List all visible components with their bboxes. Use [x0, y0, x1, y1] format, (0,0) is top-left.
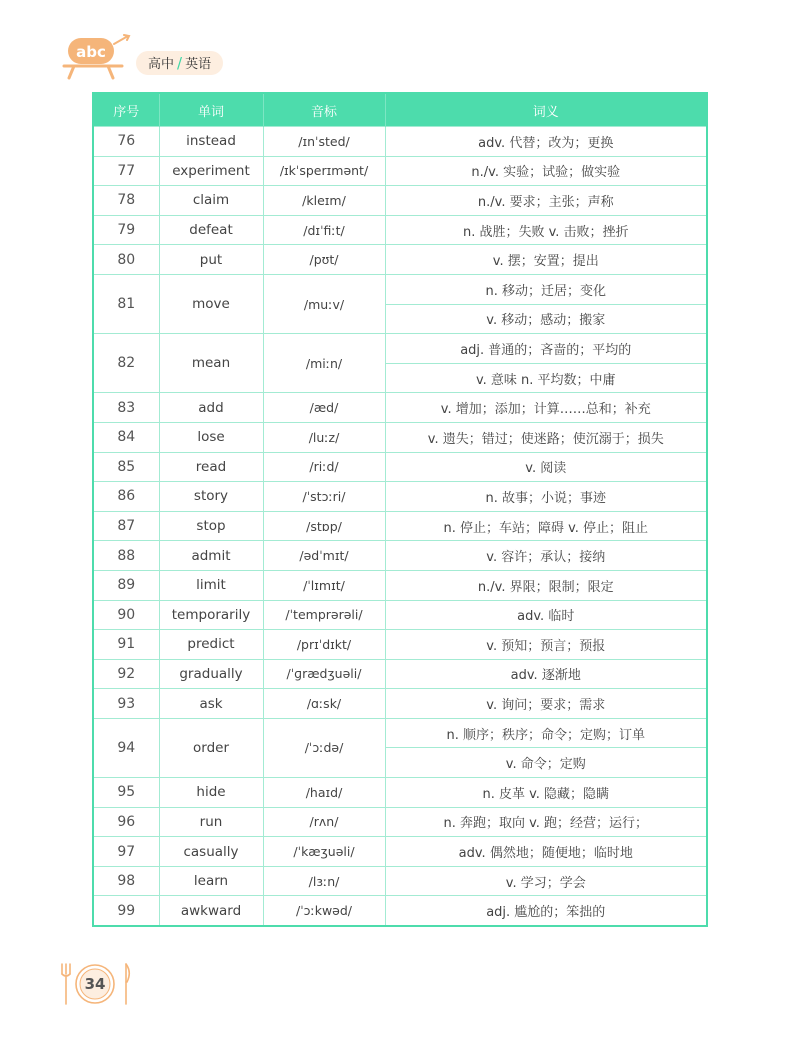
entry-number: 91	[93, 630, 159, 660]
logo-text: abc	[76, 43, 106, 61]
entry-phonetic: /rʌn/	[263, 807, 385, 837]
entry-word: predict	[159, 630, 263, 660]
entry-word: temporarily	[159, 600, 263, 630]
entry-number: 93	[93, 689, 159, 719]
tag-separator: /	[177, 54, 183, 72]
page-number: 34	[84, 975, 106, 993]
table-row	[93, 718, 707, 748]
entry-word: admit	[159, 541, 263, 571]
entry-meaning: v. 增加；添加；计算……总和；补充	[385, 393, 707, 423]
entry-number: 78	[93, 186, 159, 216]
entry-meaning: n. 皮革 v. 隐藏；隐瞒	[385, 778, 707, 808]
entry-word: move	[159, 274, 263, 333]
entry-phonetic: /ˈɔːdə/	[263, 718, 385, 777]
entry-meaning: n. 战胜；失败 v. 击败；挫折	[385, 215, 707, 245]
entry-number: 89	[93, 570, 159, 600]
entry-phonetic: /ˈlɪmɪt/	[263, 570, 385, 600]
entry-word: read	[159, 452, 263, 482]
entry-phonetic: /luːz/	[263, 422, 385, 452]
entry-phonetic: /lɜːn/	[263, 866, 385, 896]
table-row	[93, 511, 707, 541]
entry-meaning: adv. 临时	[385, 600, 707, 630]
header-phonetic: 音标	[263, 93, 385, 127]
entry-word: experiment	[159, 156, 263, 186]
entry-meaning: n. 顺序；秩序；命令；定购；订单	[385, 718, 707, 748]
entry-word: limit	[159, 570, 263, 600]
table-row	[93, 482, 707, 512]
entry-phonetic: /ɪkˈsperɪmənt/	[263, 156, 385, 186]
entry-meaning: n. 奔跑；取向 v. 跑；经营；运行；	[385, 807, 707, 837]
entry-meaning: adv. 逐渐地	[385, 659, 707, 689]
category-tag	[136, 51, 223, 75]
entry-phonetic: /kleɪm/	[263, 186, 385, 216]
entry-number: 94	[93, 718, 159, 777]
entry-number: 82	[93, 334, 159, 393]
entry-number: 87	[93, 511, 159, 541]
table-row	[93, 215, 707, 245]
entry-phonetic: /miːn/	[263, 334, 385, 393]
entry-number: 84	[93, 422, 159, 452]
entry-meaning: v. 学习；学会	[385, 866, 707, 896]
table-row	[93, 156, 707, 186]
entry-phonetic: /pʊt/	[263, 245, 385, 275]
entry-phonetic: /ˈɔːkwəd/	[263, 896, 385, 926]
entry-word: mean	[159, 334, 263, 393]
entry-number: 96	[93, 807, 159, 837]
entry-number: 86	[93, 482, 159, 512]
entry-phonetic: /ɪnˈsted/	[263, 127, 385, 157]
entry-meaning: v. 摆；安置；提出	[385, 245, 707, 275]
entry-phonetic: /ˈɡrædʒuəli/	[263, 659, 385, 689]
entry-word: casually	[159, 837, 263, 867]
entry-word: claim	[159, 186, 263, 216]
entry-meaning: v. 意味 n. 平均数；中庸	[385, 363, 707, 393]
entry-number: 80	[93, 245, 159, 275]
entry-word: ask	[159, 689, 263, 719]
entry-meaning: n. 移动；迁居；变化	[385, 274, 707, 304]
entry-phonetic: /ˈkæʒuəli/	[263, 837, 385, 867]
table-row	[93, 630, 707, 660]
table-row	[93, 778, 707, 808]
header-meaning: 词义	[385, 93, 707, 127]
entry-word: lose	[159, 422, 263, 452]
entry-word: hide	[159, 778, 263, 808]
table-row	[93, 452, 707, 482]
table-row	[93, 334, 707, 364]
entry-word: put	[159, 245, 263, 275]
entry-meaning: n. 停止；车站；障碍 v. 停止；阻止	[385, 511, 707, 541]
entry-number: 92	[93, 659, 159, 689]
table-row	[93, 689, 707, 719]
abc-logo	[60, 34, 134, 80]
table-body	[93, 127, 707, 927]
entry-phonetic: /ˈstɔːri/	[263, 482, 385, 512]
entry-phonetic: /riːd/	[263, 452, 385, 482]
entry-word: stop	[159, 511, 263, 541]
table-row	[93, 570, 707, 600]
entry-number: 97	[93, 837, 159, 867]
entry-meaning: adj. 普通的；吝啬的；平均的	[385, 334, 707, 364]
entry-meaning: v. 预知；预言；预报	[385, 630, 707, 660]
header-word: 单词	[159, 93, 263, 127]
entry-phonetic: /ɑːsk/	[263, 689, 385, 719]
entry-meaning: v. 命令；定购	[385, 748, 707, 778]
entry-word: add	[159, 393, 263, 423]
entry-word: order	[159, 718, 263, 777]
entry-word: defeat	[159, 215, 263, 245]
entry-number: 79	[93, 215, 159, 245]
entry-phonetic: /æd/	[263, 393, 385, 423]
entry-meaning: v. 询问；要求；需求	[385, 689, 707, 719]
entry-phonetic: /muːv/	[263, 274, 385, 333]
entry-meaning: v. 移动；感动；搬家	[385, 304, 707, 334]
entry-meaning: v. 遗失；错过；使迷路；使沉溺于；损失	[385, 422, 707, 452]
entry-meaning: n./v. 实验；试验；做实验	[385, 156, 707, 186]
entry-number: 98	[93, 866, 159, 896]
entry-meaning: v. 容许；承认；接纳	[385, 541, 707, 571]
table-row	[93, 186, 707, 216]
entry-meaning: adv. 偶然地；随便地；临时地	[385, 837, 707, 867]
entry-number: 76	[93, 127, 159, 157]
entry-word: run	[159, 807, 263, 837]
entry-meaning: adj. 尴尬的；笨拙的	[385, 896, 707, 926]
table-row	[93, 127, 707, 157]
entry-meaning: n./v. 要求；主张；声称	[385, 186, 707, 216]
vocabulary-table	[92, 92, 708, 927]
table-header-row	[93, 93, 707, 127]
table-row	[93, 866, 707, 896]
entry-phonetic: /haɪd/	[263, 778, 385, 808]
table-row	[93, 274, 707, 304]
entry-number: 88	[93, 541, 159, 571]
header-index: 序号	[93, 93, 159, 127]
level-label: 高中	[148, 57, 175, 72]
entry-number: 99	[93, 896, 159, 926]
entry-word: learn	[159, 866, 263, 896]
subject-label: 英语	[185, 57, 212, 72]
table-row	[93, 422, 707, 452]
table-row	[93, 600, 707, 630]
entry-word: gradually	[159, 659, 263, 689]
table-row	[93, 659, 707, 689]
entry-word: awkward	[159, 896, 263, 926]
entry-meaning: n./v. 界限；限制；限定	[385, 570, 707, 600]
entry-meaning: v. 阅读	[385, 452, 707, 482]
table-row	[93, 837, 707, 867]
entry-phonetic: /ədˈmɪt/	[263, 541, 385, 571]
fork-icon	[62, 964, 70, 1004]
entry-word: instead	[159, 127, 263, 157]
entry-phonetic: /dɪˈfiːt/	[263, 215, 385, 245]
table-row	[93, 393, 707, 423]
knife-icon	[126, 964, 129, 1004]
table-row	[93, 541, 707, 571]
entry-meaning: n. 故事；小说；事迹	[385, 482, 707, 512]
entry-number: 95	[93, 778, 159, 808]
entry-number: 81	[93, 274, 159, 333]
table-row	[93, 245, 707, 275]
entry-number: 77	[93, 156, 159, 186]
entry-phonetic: /stɒp/	[263, 511, 385, 541]
entry-phonetic: /ˈtemprərəli/	[263, 600, 385, 630]
table-row	[93, 896, 707, 926]
entry-word: story	[159, 482, 263, 512]
table-row	[93, 807, 707, 837]
entry-phonetic: /prɪˈdɪkt/	[263, 630, 385, 660]
entry-number: 83	[93, 393, 159, 423]
entry-meaning: adv. 代替；改为；更换	[385, 127, 707, 157]
entry-number: 90	[93, 600, 159, 630]
entry-number: 85	[93, 452, 159, 482]
